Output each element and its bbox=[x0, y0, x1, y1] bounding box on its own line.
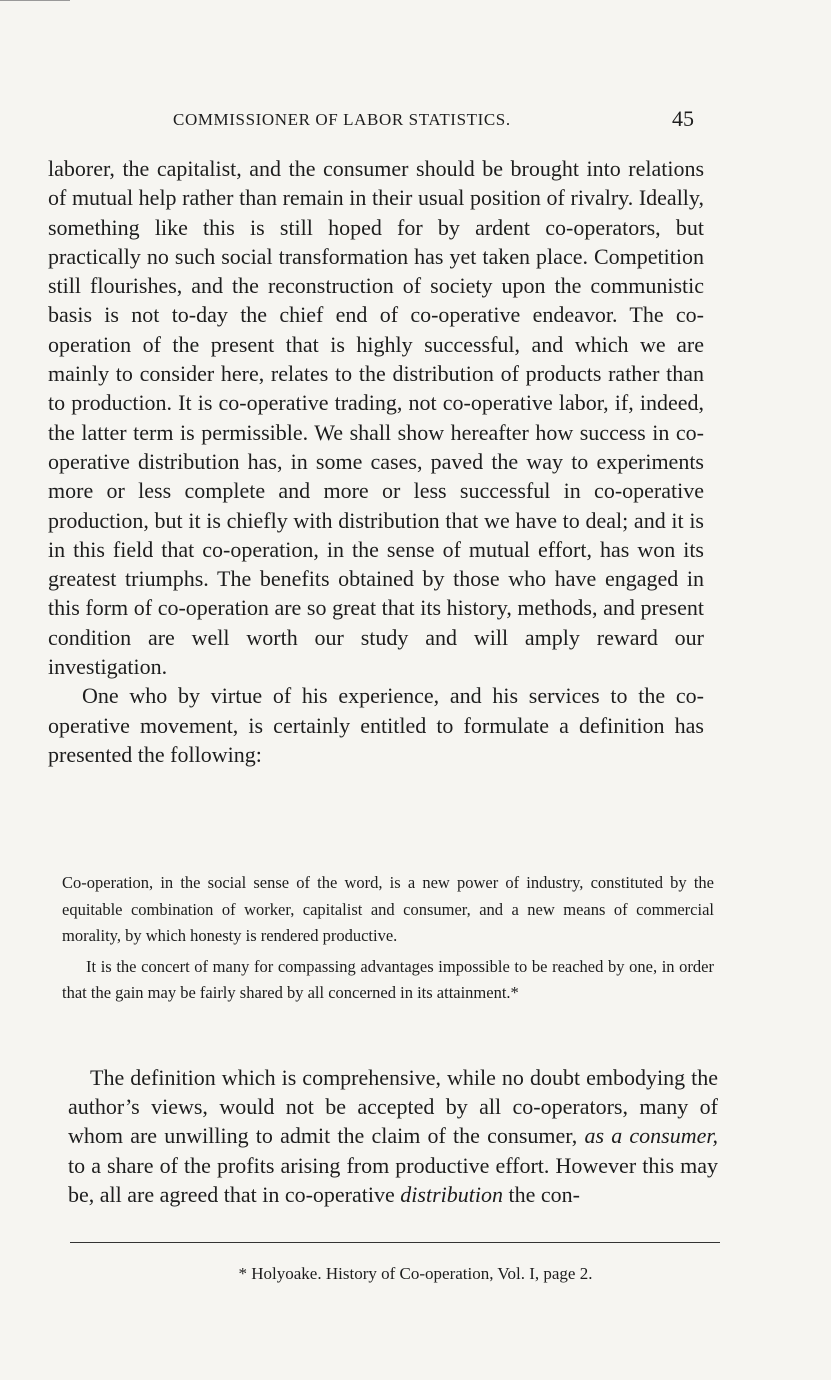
emphasis-as-a-consumer: as a consumer, bbox=[584, 1123, 718, 1149]
paragraph-3-text-2: to a share of the profits arising from productive effort. However this may be, all are agreed that in co-operative bbox=[68, 1152, 718, 1207]
page-header bbox=[0, 106, 831, 136]
block-quote bbox=[62, 870, 714, 1007]
footnote: * Holyoake. History of Co-operation, Vol. I, page 2. bbox=[238, 1264, 593, 1283]
scan-edge-mark bbox=[0, 0, 70, 1]
main-text bbox=[48, 154, 704, 769]
running-head: COMMISSIONER OF LABOR STATISTICS. bbox=[173, 110, 511, 129]
body-paragraph-3 bbox=[68, 1063, 718, 1209]
paragraph-3-text-1: The definition which is comprehensive, while no doubt embodying the author’s views, would not be accepted by all co-operators, many of whom are unwilling to admit the claim of the consumer, bbox=[68, 1065, 718, 1149]
page-number: 45 bbox=[672, 106, 694, 131]
quote-paragraph-2: It is the concert of many for compassing advantages impossible to be reached by one, in order that the gain may be fairly shared by all concerned in its attainment.* bbox=[62, 956, 714, 1002]
emphasis-distribution: distribution bbox=[400, 1181, 503, 1207]
body-paragraph-2: One who by virtue of his experience, and his services to the co-operative movement, is certainly entitled to formulate a definition has presented the following: bbox=[48, 683, 704, 767]
paragraph-3-text-3: the con- bbox=[502, 1181, 580, 1207]
body-paragraph-1: laborer, the capitalist, and the consumer should be brought into relations of mutual help rather than remain in their usual position of rivalry. Ideally, something like this is still hoped for by ardent co-operators, but practically no such social transformation has yet taken place. Competition still flourishes, and the reconstruction of society upon the communistic basis is not to-day the chief end of co-operative endeavor. The co-operation of the present that is highly successful, and which we are mainly to consider here, relates to the distribution of products rather than to production. It is co-operative trading, not co-operative labor, if, indeed, the latter term is permissible. We shall show hereafter how success in co-operative distribution has, in some cases, paved the way to experiments more or less complete and more or less successful in co-operative production, but it is chiefly with distribution that we have to deal; and it is in this field that co-operation, in the sense of mutual effort, has won its greatest triumphs. The benefits obtained by those who have engaged in this form of co-operation are so great that its history, methods, and present condition are well worth our study and will amply reward our investigation. bbox=[48, 156, 704, 680]
footnote-rule bbox=[70, 1242, 720, 1243]
quote-paragraph-1: Co-operation, in the social sense of the word, is a new power of industry, constituted by the equitable combination of worker, capitalist and consumer, and a new means of commercial morality, by which honesty is rendered productive. bbox=[62, 873, 714, 945]
